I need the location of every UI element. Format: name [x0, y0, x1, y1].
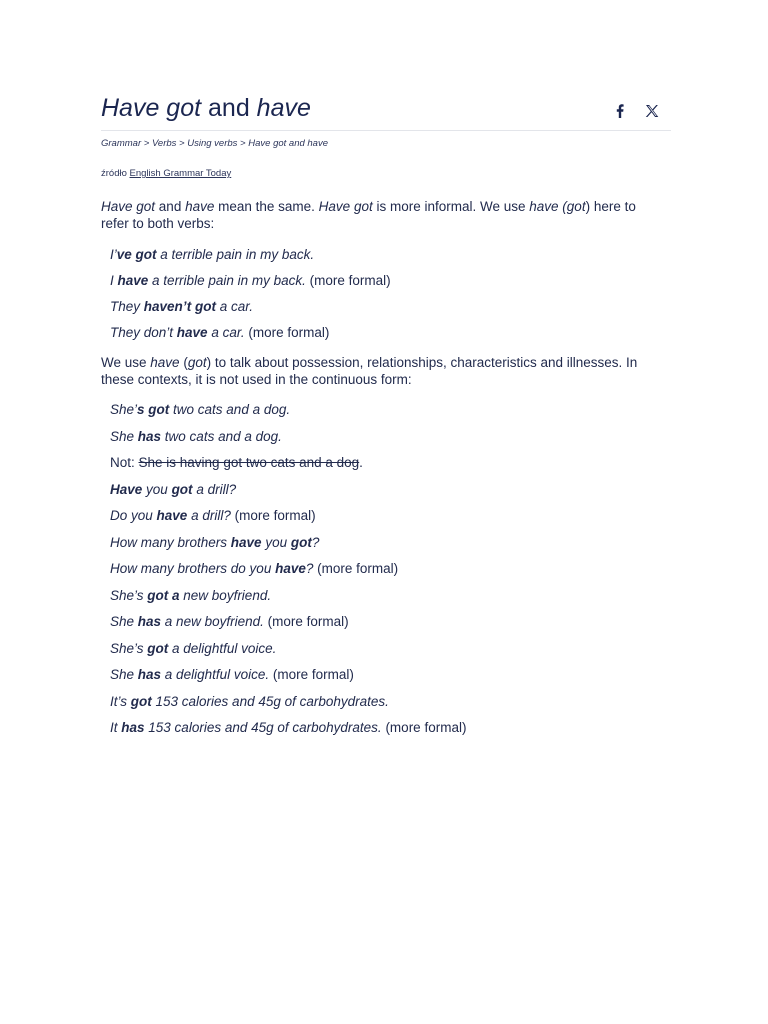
- text: 153 calories and 45g of carbohydrates.: [151, 693, 389, 709]
- text-bold: ve got: [116, 246, 157, 262]
- title-row: [101, 92, 671, 131]
- text: How many brothers: [110, 534, 231, 550]
- text-bold: got: [130, 693, 152, 709]
- title-part-have: have: [256, 94, 311, 122]
- formality-note: (more formal): [381, 720, 467, 735]
- text-bold: got: [171, 481, 193, 497]
- text: you: [261, 534, 291, 550]
- text: a terrible pain in my back.: [156, 246, 315, 262]
- text: Do you: [110, 508, 157, 523]
- text: 153 calories and 45g of carbohydrates.: [144, 720, 382, 735]
- text: .: [359, 455, 363, 470]
- text: a car.: [216, 298, 254, 314]
- example-item: [110, 324, 671, 341]
- text: new boyfriend.: [179, 587, 272, 603]
- text: (: [179, 354, 188, 370]
- formality-note: (more formal): [269, 667, 354, 682]
- formality-note: (more formal): [244, 324, 330, 340]
- text: I’: [110, 246, 117, 262]
- text: a delightful voice.: [168, 640, 277, 656]
- text: a car.: [207, 324, 245, 340]
- text: They: [110, 298, 144, 314]
- text: She: [110, 614, 138, 629]
- text: a delightful voice.: [161, 667, 270, 682]
- text: She’s: [110, 640, 148, 656]
- text: you: [142, 481, 172, 497]
- text-bold: has: [137, 428, 162, 444]
- breadcrumb-item-using-verbs[interactable]: Using verbs: [187, 138, 238, 149]
- example-item: [110, 272, 671, 289]
- example-item: [110, 428, 671, 445]
- text: She: [110, 667, 138, 682]
- example-item: [110, 640, 671, 657]
- text: a new boyfriend.: [161, 614, 264, 629]
- text-bold: s got: [137, 402, 170, 417]
- text: I: [110, 272, 118, 288]
- text: a drill?: [192, 481, 237, 497]
- text-bold: have: [156, 508, 188, 523]
- breadcrumb-separator: >: [141, 138, 152, 149]
- text-bold: got: [147, 640, 169, 656]
- text: She: [110, 428, 138, 444]
- text-bold: has: [121, 720, 145, 735]
- text-italic: have: [150, 354, 180, 370]
- title-part-have-got: Have got: [101, 94, 202, 122]
- text: ?: [305, 561, 314, 576]
- example-item: [110, 246, 671, 263]
- example-item: [110, 481, 671, 498]
- text: We use: [101, 354, 151, 370]
- text-italic: got: [187, 354, 207, 370]
- text: and: [155, 199, 186, 214]
- breadcrumb-separator: >: [237, 138, 249, 149]
- article: [101, 92, 671, 746]
- formality-note: (more formal): [230, 508, 316, 523]
- source-label: źródło: [101, 168, 130, 179]
- text-bold: haven’t got: [143, 298, 217, 314]
- examples-list-1: [110, 246, 671, 341]
- breadcrumb-separator: >: [176, 138, 188, 149]
- example-item: [110, 507, 671, 524]
- example-item: [110, 693, 671, 710]
- not-label: Not:: [110, 455, 139, 470]
- possession-paragraph: [101, 354, 661, 388]
- example-item: [110, 560, 671, 577]
- example-item: [110, 613, 671, 630]
- example-item: [110, 587, 671, 604]
- example-item: [110, 454, 671, 471]
- text-bold: Have: [110, 481, 143, 497]
- text: a drill?: [187, 508, 231, 523]
- text-italic: Have got: [318, 199, 373, 214]
- text-bold: got: [290, 534, 312, 550]
- text: They don’t: [110, 324, 177, 340]
- text: How many brothers do you: [110, 561, 276, 576]
- text: mean the same.: [214, 199, 319, 214]
- text-bold: got a: [147, 587, 180, 603]
- breadcrumb-item-grammar[interactable]: Grammar: [101, 138, 142, 149]
- breadcrumb: [101, 138, 671, 149]
- text: ) here to refer to both verbs:: [101, 199, 636, 231]
- text-bold: have: [117, 272, 149, 288]
- text-bold: have: [275, 561, 306, 576]
- example-item: [110, 298, 671, 315]
- example-item: [110, 719, 671, 736]
- text-italic: have: [185, 199, 215, 214]
- share-buttons: [613, 104, 659, 118]
- text: She’: [110, 402, 138, 417]
- examples-list-2: [110, 401, 671, 736]
- text: She’s: [110, 587, 148, 603]
- page-title: [101, 92, 671, 124]
- text-italic: have (got: [529, 199, 586, 214]
- text: is more informal. We use: [372, 199, 530, 214]
- text-bold: have: [230, 534, 262, 550]
- text-bold: have: [176, 324, 208, 340]
- text-bold: has: [137, 614, 162, 629]
- text: two cats and a dog.: [169, 402, 291, 417]
- incorrect-example: She is having got two cats and a dog: [138, 455, 360, 470]
- text: ?: [311, 534, 320, 550]
- formality-note: (more formal): [313, 561, 399, 576]
- facebook-icon[interactable]: [613, 104, 627, 118]
- text: It: [110, 720, 122, 735]
- source-link[interactable]: English Grammar Today: [129, 168, 232, 179]
- example-item: [110, 534, 671, 551]
- formality-note: (more formal): [305, 272, 391, 288]
- title-part-and: and: [201, 94, 257, 122]
- text-bold: has: [137, 667, 162, 682]
- text: It’s: [110, 693, 131, 709]
- example-item: [110, 401, 671, 418]
- formality-note: (more formal): [263, 614, 349, 629]
- text: ) to talk about possession, relationships, characteristics and illnesses. In these contexts, it is not used in the continuous form:: [101, 354, 638, 387]
- breadcrumb-item-verbs[interactable]: Verbs: [151, 138, 177, 149]
- source-line: [101, 168, 671, 179]
- intro-paragraph: [101, 198, 661, 232]
- breadcrumb-item-current: Have got and have: [248, 138, 329, 149]
- example-item: [110, 666, 671, 683]
- x-icon[interactable]: [645, 104, 659, 118]
- text: a terrible pain in my back.: [148, 272, 306, 288]
- text-italic: Have got: [101, 199, 156, 214]
- text: two cats and a dog.: [161, 428, 282, 444]
